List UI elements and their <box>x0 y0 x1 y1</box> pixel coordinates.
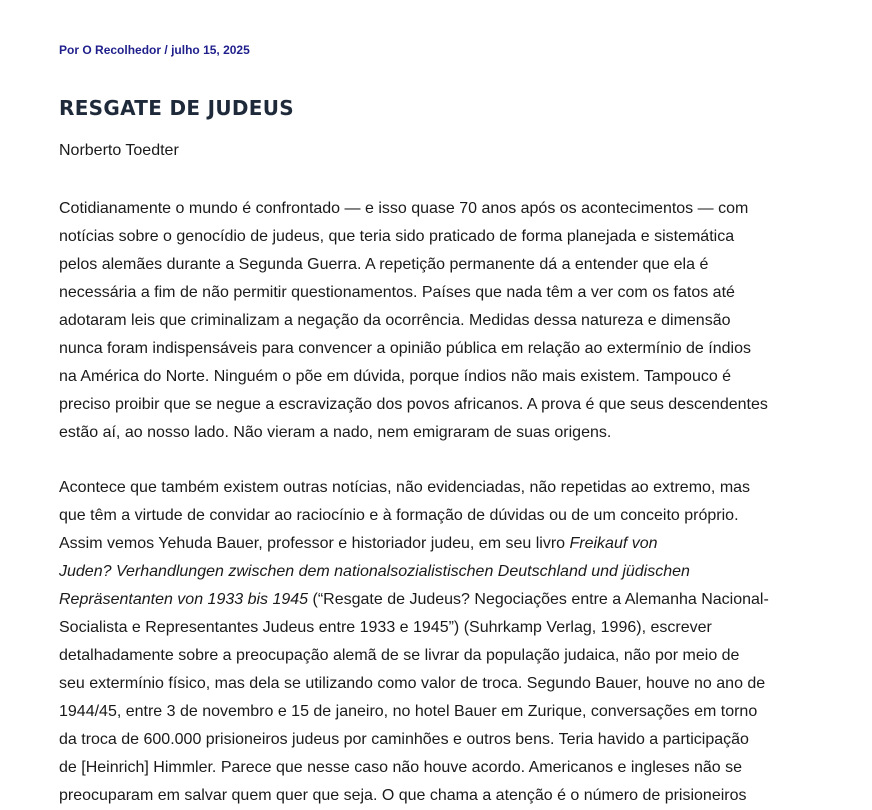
paragraph-1 <box>59 195 819 447</box>
book-title-italic: Repräsentanten von 1933 bis 1945 <box>59 591 309 608</box>
text-line: preciso proibir que se negue a escravização dos povos africanos. A prova é que seus descendentes <box>59 396 768 413</box>
text-line: Socialista e Representantes Judeus entre 1933 e 1945”) (Suhrkamp Verlag, 1996), escrever <box>59 619 712 636</box>
text-line: notícias sobre o genocídio de judeus, que teria sido praticado de forma planejada e sistemática <box>59 228 735 245</box>
book-title-italic: Juden? Verhandlungen zwischen dem nationalsozialistischen Deutschland und jüdischen <box>59 563 690 580</box>
text-line <box>59 586 819 614</box>
text-line: nunca foram indispensáveis para convencer a opinião pública em relação ao extermínio de índios <box>59 340 751 357</box>
text-line: 1944/45, entre 3 de novembro e 15 de janeiro, no hotel Bauer em Zurique, conversações em torno <box>59 703 758 720</box>
paragraph-2 <box>59 474 819 810</box>
text-line: Acontece que também existem outras notícias, não evidenciadas, não repetidas ao extremo, mas <box>59 479 751 496</box>
meta-separator: / <box>164 43 168 57</box>
meta-prefix: Por <box>59 43 80 57</box>
text-line: seu extermínio físico, mas dela se utilizando como valor de troca. Segundo Bauer, houve no ano de <box>59 675 766 692</box>
text-line: preocuparam em salvar quem quer que seja. O que chama a atenção é o número de prisioneiros <box>59 787 747 804</box>
text-line: na América do Norte. Ninguém o põe em dúvida, porque índios não mais existem. Tampouco é <box>59 368 732 385</box>
text-line: pelos alemães durante a Segunda Guerra. A repetição permanente dá a entender que ela é <box>59 256 709 273</box>
text-line: que têm a virtude de convidar ao raciocínio e à formação de dúvidas ou de um conceito próprio. <box>59 507 739 524</box>
text-line <box>59 530 819 558</box>
book-title-italic: Freikauf von <box>569 535 658 552</box>
text-line: Cotidianamente o mundo é confrontado — e isso quase 70 anos após os acontecimentos — com <box>59 200 749 217</box>
post-date: julho 15, 2025 <box>171 43 250 57</box>
text-line: detalhadamente sobre a preocupação alemã de se livrar da população judaica, não por meio de <box>59 647 740 664</box>
text-line: adotaram leis que criminalizam a negação da ocorrência. Medidas dessa natureza e dimensão <box>59 312 731 329</box>
text-line: necessária a fim de não permitir questionamentos. Países que nada têm a ver com os fatos até <box>59 284 735 301</box>
author-link[interactable]: O Recolhedor <box>82 43 162 57</box>
text-segment: (“Resgate de Judeus? Negociações entre a Alemanha Nacional- <box>308 591 769 608</box>
article-title: RESGATE DE JUDEUS <box>59 96 294 120</box>
post-meta <box>59 43 250 57</box>
text-line: de [Heinrich] Himmler. Parece que nesse caso não houve acordo. Americanos e ingleses não se <box>59 759 743 776</box>
text-line: da troca de 600.000 prisioneiros judeus por caminhões e outros bens. Teria havido a participação <box>59 731 749 748</box>
text-segment: Assim vemos Yehuda Bauer, professor e historiador judeu, em seu livro <box>59 535 570 552</box>
text-line: estão aí, ao nosso lado. Não vieram a nado, nem emigraram de suas origens. <box>59 424 612 441</box>
article-byline: Norberto Toedter <box>59 142 179 159</box>
